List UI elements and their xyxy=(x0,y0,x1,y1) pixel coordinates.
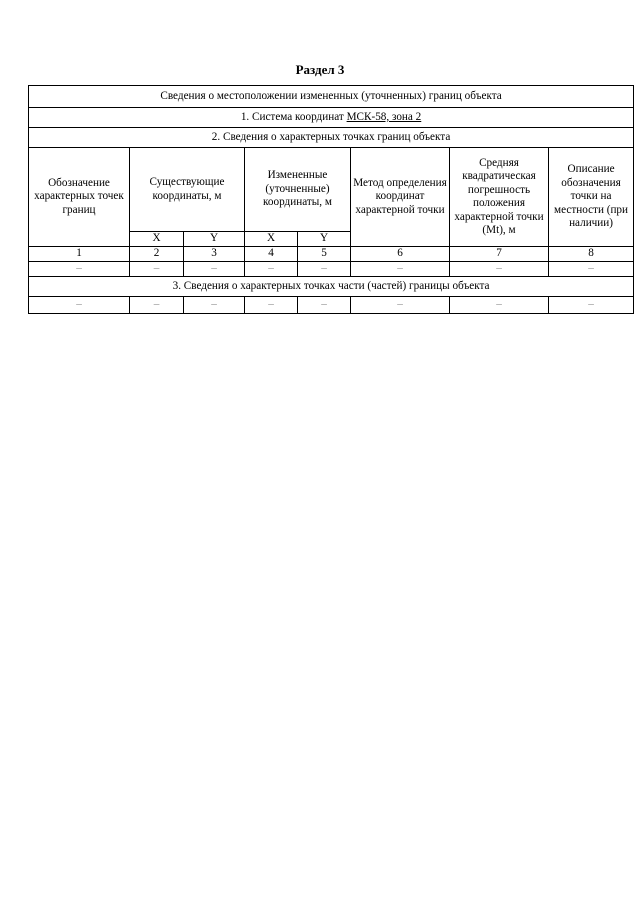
header-existing-x: X xyxy=(130,232,184,247)
header-method: Метод определения координат характерной точки xyxy=(351,148,450,247)
subsection-3-heading: 3. Сведения о характерных точках части (частей) границы объекта xyxy=(29,277,634,297)
empty-cell: – xyxy=(29,262,130,277)
subsection-2-heading: 2. Сведения о характерных точках границ объекта xyxy=(29,128,634,148)
coord-system-cell xyxy=(29,108,634,128)
empty-cell: – xyxy=(130,297,184,314)
empty-cell: – xyxy=(29,297,130,314)
subsection-2-row xyxy=(29,128,634,148)
header-existing-y: Y xyxy=(184,232,245,247)
column-number: 3 xyxy=(184,247,245,262)
coord-system-row xyxy=(29,108,634,128)
empty-cell: – xyxy=(184,297,245,314)
subsection-3-row xyxy=(29,277,634,297)
empty-cell: – xyxy=(351,297,450,314)
coord-system-value: МСК-58, зона 2 xyxy=(346,110,422,123)
empty-cell: – xyxy=(298,297,351,314)
empty-cell: – xyxy=(184,262,245,277)
empty-cell: – xyxy=(549,262,634,277)
table-row xyxy=(29,297,634,314)
header-description: Описание обозначения точки на местности (при наличии) xyxy=(549,148,634,247)
empty-cell: – xyxy=(130,262,184,277)
column-number: 5 xyxy=(298,247,351,262)
table-title-row xyxy=(29,86,634,108)
header-row xyxy=(29,148,634,232)
header-point-designation: Обозначение характерных точек границ xyxy=(29,148,130,247)
column-number: 1 xyxy=(29,247,130,262)
column-number: 7 xyxy=(450,247,549,262)
column-number: 4 xyxy=(245,247,298,262)
table-row xyxy=(29,262,634,277)
empty-cell: – xyxy=(351,262,450,277)
column-number: 8 xyxy=(549,247,634,262)
header-changed-x: X xyxy=(245,232,298,247)
empty-cell: – xyxy=(450,262,549,277)
empty-cell: – xyxy=(549,297,634,314)
column-number: 6 xyxy=(351,247,450,262)
header-existing-coords: Существующие координаты, м xyxy=(130,148,245,232)
header-changed-y: Y xyxy=(298,232,351,247)
empty-cell: – xyxy=(245,297,298,314)
header-mean-error: Средняя квадратическая погрешность положения характерной точки (Mt), м xyxy=(450,148,549,247)
column-number: 2 xyxy=(130,247,184,262)
empty-cell: – xyxy=(450,297,549,314)
empty-cell: – xyxy=(298,262,351,277)
boundary-points-table xyxy=(28,85,634,314)
coord-system-label: 1. Система координат xyxy=(240,110,344,123)
column-numbers-row xyxy=(29,247,634,262)
table-title: Сведения о местоположении измененных (уточненных) границ объекта xyxy=(29,86,634,108)
section-title: Раздел 3 xyxy=(295,62,345,77)
header-changed-coords: Измененные (уточненные) координаты, м xyxy=(245,148,351,232)
empty-cell: – xyxy=(245,262,298,277)
